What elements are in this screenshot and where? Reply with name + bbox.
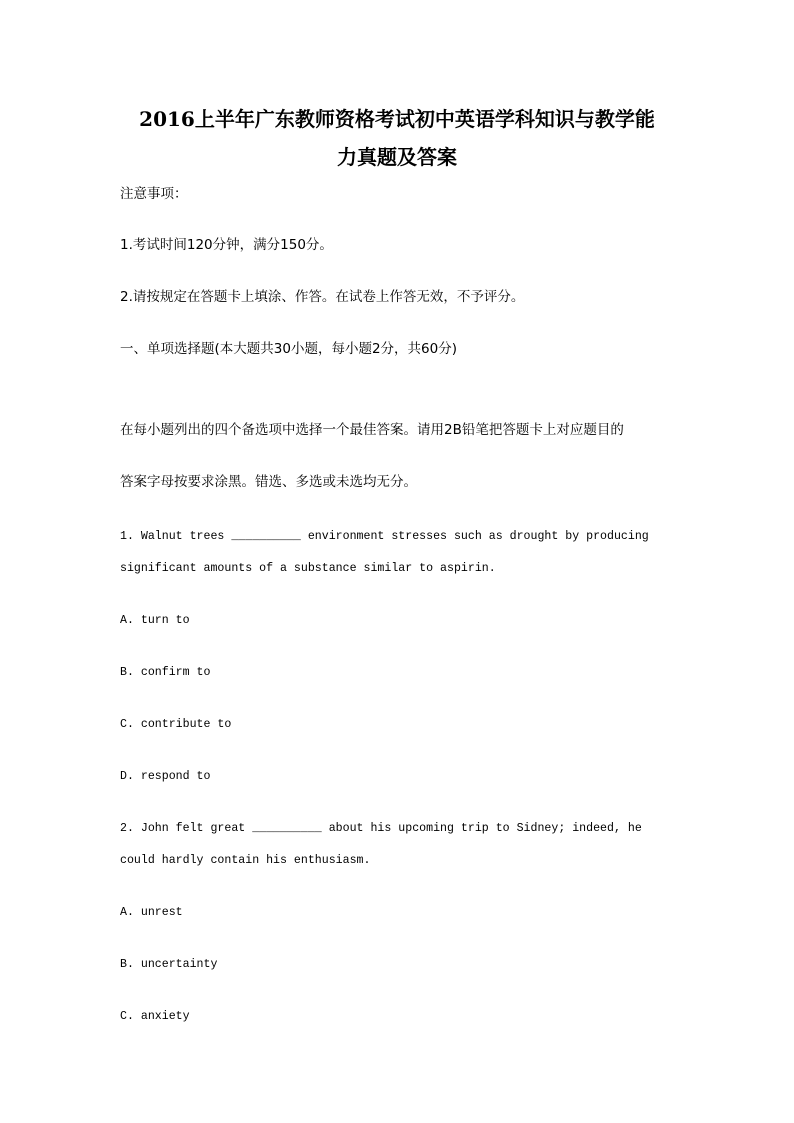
option-c: C. anxiety xyxy=(120,1010,190,1023)
question-stem: could hardly contain his enthusiasm. xyxy=(120,854,371,867)
option-a: A. turn to xyxy=(120,614,190,627)
question-stem: 1. Walnut trees __________ environment stresses such as drought by producing xyxy=(120,530,649,543)
section-instruction-1: 在每小题列出的四个备选项中选择一个最佳答案。请用2B铅笔把答题卡上对应题目的 xyxy=(120,422,624,438)
question-stem: 2. John felt great __________ about his upcoming trip to Sidney; indeed, he xyxy=(120,822,642,835)
section-heading: 一、单项选择题(本大题共30小题，每小题2分，共60分) xyxy=(120,341,457,357)
title-line-1: 2016上半年广东教师资格考试初中英语学科知识与教学能 xyxy=(139,107,655,131)
notes-heading: 注意事项： xyxy=(120,186,188,202)
notes-item-1: 1.考试时间120分钟，满分150分。 xyxy=(120,237,333,253)
title-line-2: 力真题及答案 xyxy=(337,145,457,169)
section-instruction-2: 答案字母按要求涂黑。错选、多选或未选均无分。 xyxy=(120,474,417,490)
question-stem: significant amounts of a substance similar to aspirin. xyxy=(120,562,496,575)
option-b: B. uncertainty xyxy=(120,958,218,971)
option-b: B. confirm to xyxy=(120,666,211,679)
option-d: D. respond to xyxy=(120,770,211,783)
notes-item-2: 2.请按规定在答题卡上填涂、作答。在试卷上作答无效，不予评分。 xyxy=(120,289,525,305)
option-a: A. unrest xyxy=(120,906,183,919)
option-c: C. contribute to xyxy=(120,718,232,731)
